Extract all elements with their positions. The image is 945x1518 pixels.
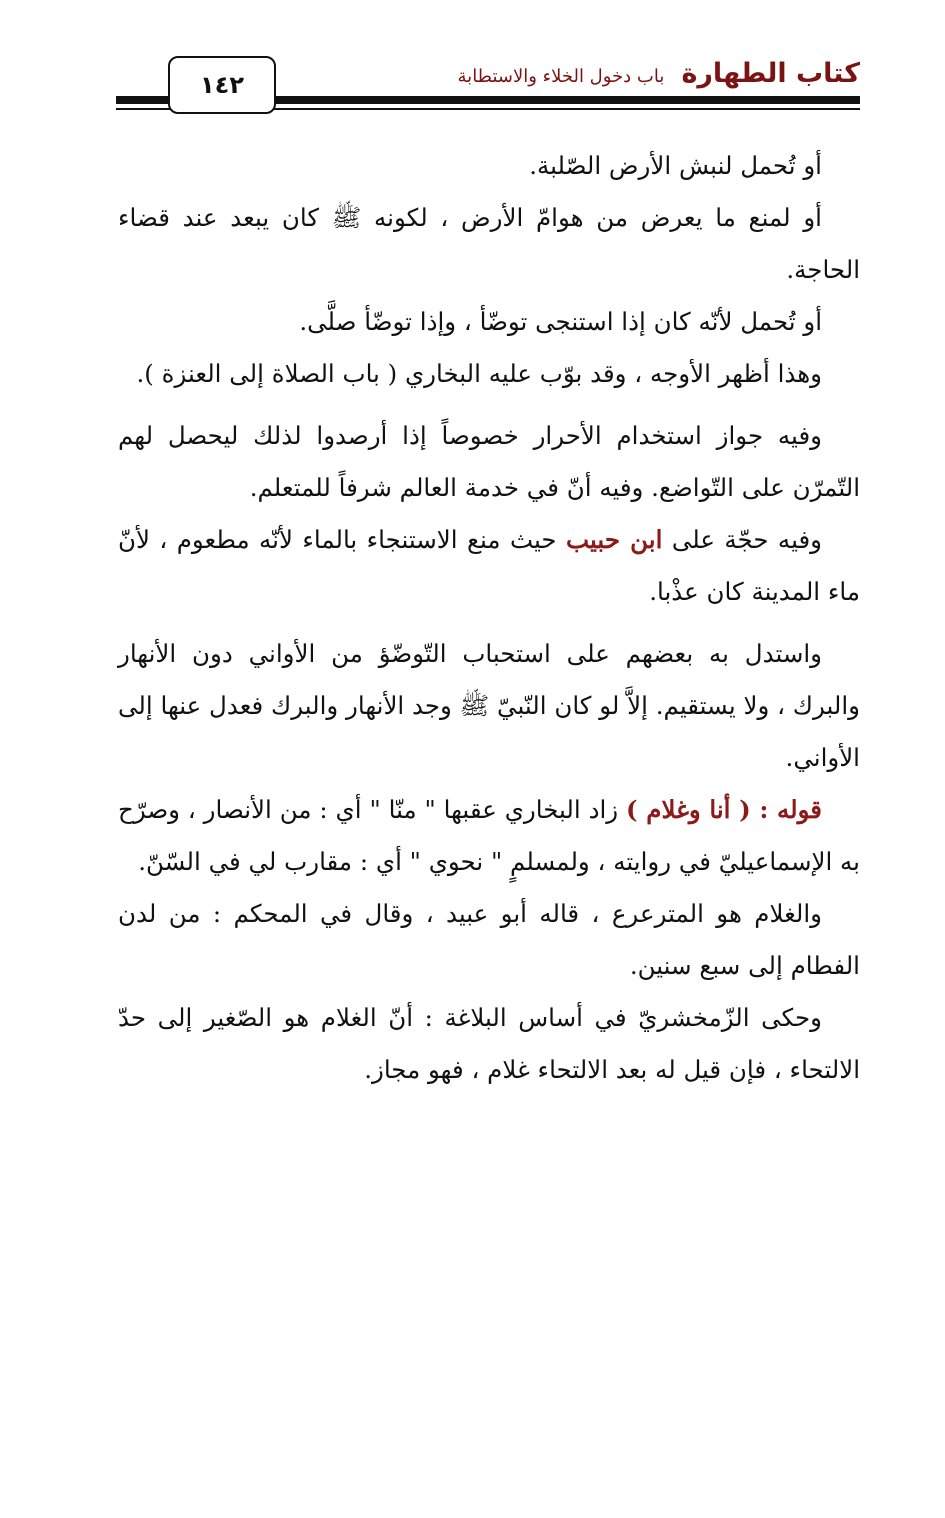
running-head [458, 58, 860, 89]
paragraph-text: أو تُحمل لأنّه كان إذا استنجى توضّأ ، وإذا توضّأ صلَّى. [299, 307, 822, 336]
paragraph-text: زاد البخاري عقبها " منّا " أي : من الأنصار ، وصرّح به الإسماعيليّ في روايته ، ولمسلمٍ " نحوي " أي : مقارب لي في السّنّ. [118, 795, 860, 876]
page-body [118, 140, 860, 1096]
page-header [0, 0, 945, 140]
paragraph [118, 140, 860, 192]
highlighted-quote: قوله : ( أنا وغلام ) [626, 795, 822, 824]
paragraph-text: وفيه حجّة على [662, 525, 823, 554]
paragraph-text: حيث منع الاستنجاء بالماء لأنّه مطعوم ، لأنّ ماء المدينة كان عذْبا. [118, 525, 860, 606]
paragraph-text: أو لمنع ما يعرض من هوامّ الأرض ، لكونه ﷺ كان يبعد عند قضاء الحاجة. [118, 203, 860, 284]
highlighted-name: ابن حبيب [565, 525, 663, 554]
paragraph [118, 628, 860, 784]
paragraph [118, 192, 860, 296]
page-number: ١٤٢ [200, 71, 244, 99]
paragraph [118, 348, 860, 400]
paragraph-text: وفيه جواز استخدام الأحرار خصوصاً إذا أرصدوا لذلك ليحصل لهم التّمرّن على التّواضع. وفيه أنّ في خدمة العالم شرفاً للمتعلم. [118, 421, 860, 502]
paragraph-text: والغلام هو المترعرع ، قاله أبو عبيد ، وقال في المحكم : من لدن الفطام إلى سبع سنين. [118, 899, 860, 980]
chapter-title: باب دخول الخلاء والاستطابة [457, 66, 665, 87]
paragraph-text: وهذا أظهر الأوجه ، وقد بوّب عليه البخاري ( باب الصلاة إلى العنزة ). [136, 359, 822, 388]
paragraph [118, 784, 860, 888]
paragraph [118, 992, 860, 1096]
book-title: كتاب الطهارة [681, 58, 860, 89]
page-number-box [168, 56, 276, 114]
paragraph-text: وحكى الزّمخشريّ في أساس البلاغة : أنّ الغلام هو الصّغير إلى حدّ الالتحاء ، فإن قيل له بعد الالتحاء غلام ، فهو مجاز. [118, 1003, 860, 1084]
paragraph [118, 296, 860, 348]
paragraph [118, 888, 860, 992]
paragraph-text: أو تُحمل لنبش الأرض الصّلبة. [529, 151, 822, 180]
paragraph [118, 514, 860, 618]
paragraph-text: واستدل به بعضهم على استحباب التّوضّؤ من الأواني دون الأنهار والبرك ، ولا يستقيم. إلاَّ لو كان النّبيّ ﷺ وجد الأنهار والبرك فعدل عنها إلى الأواني. [118, 639, 860, 772]
paragraph [118, 410, 860, 514]
